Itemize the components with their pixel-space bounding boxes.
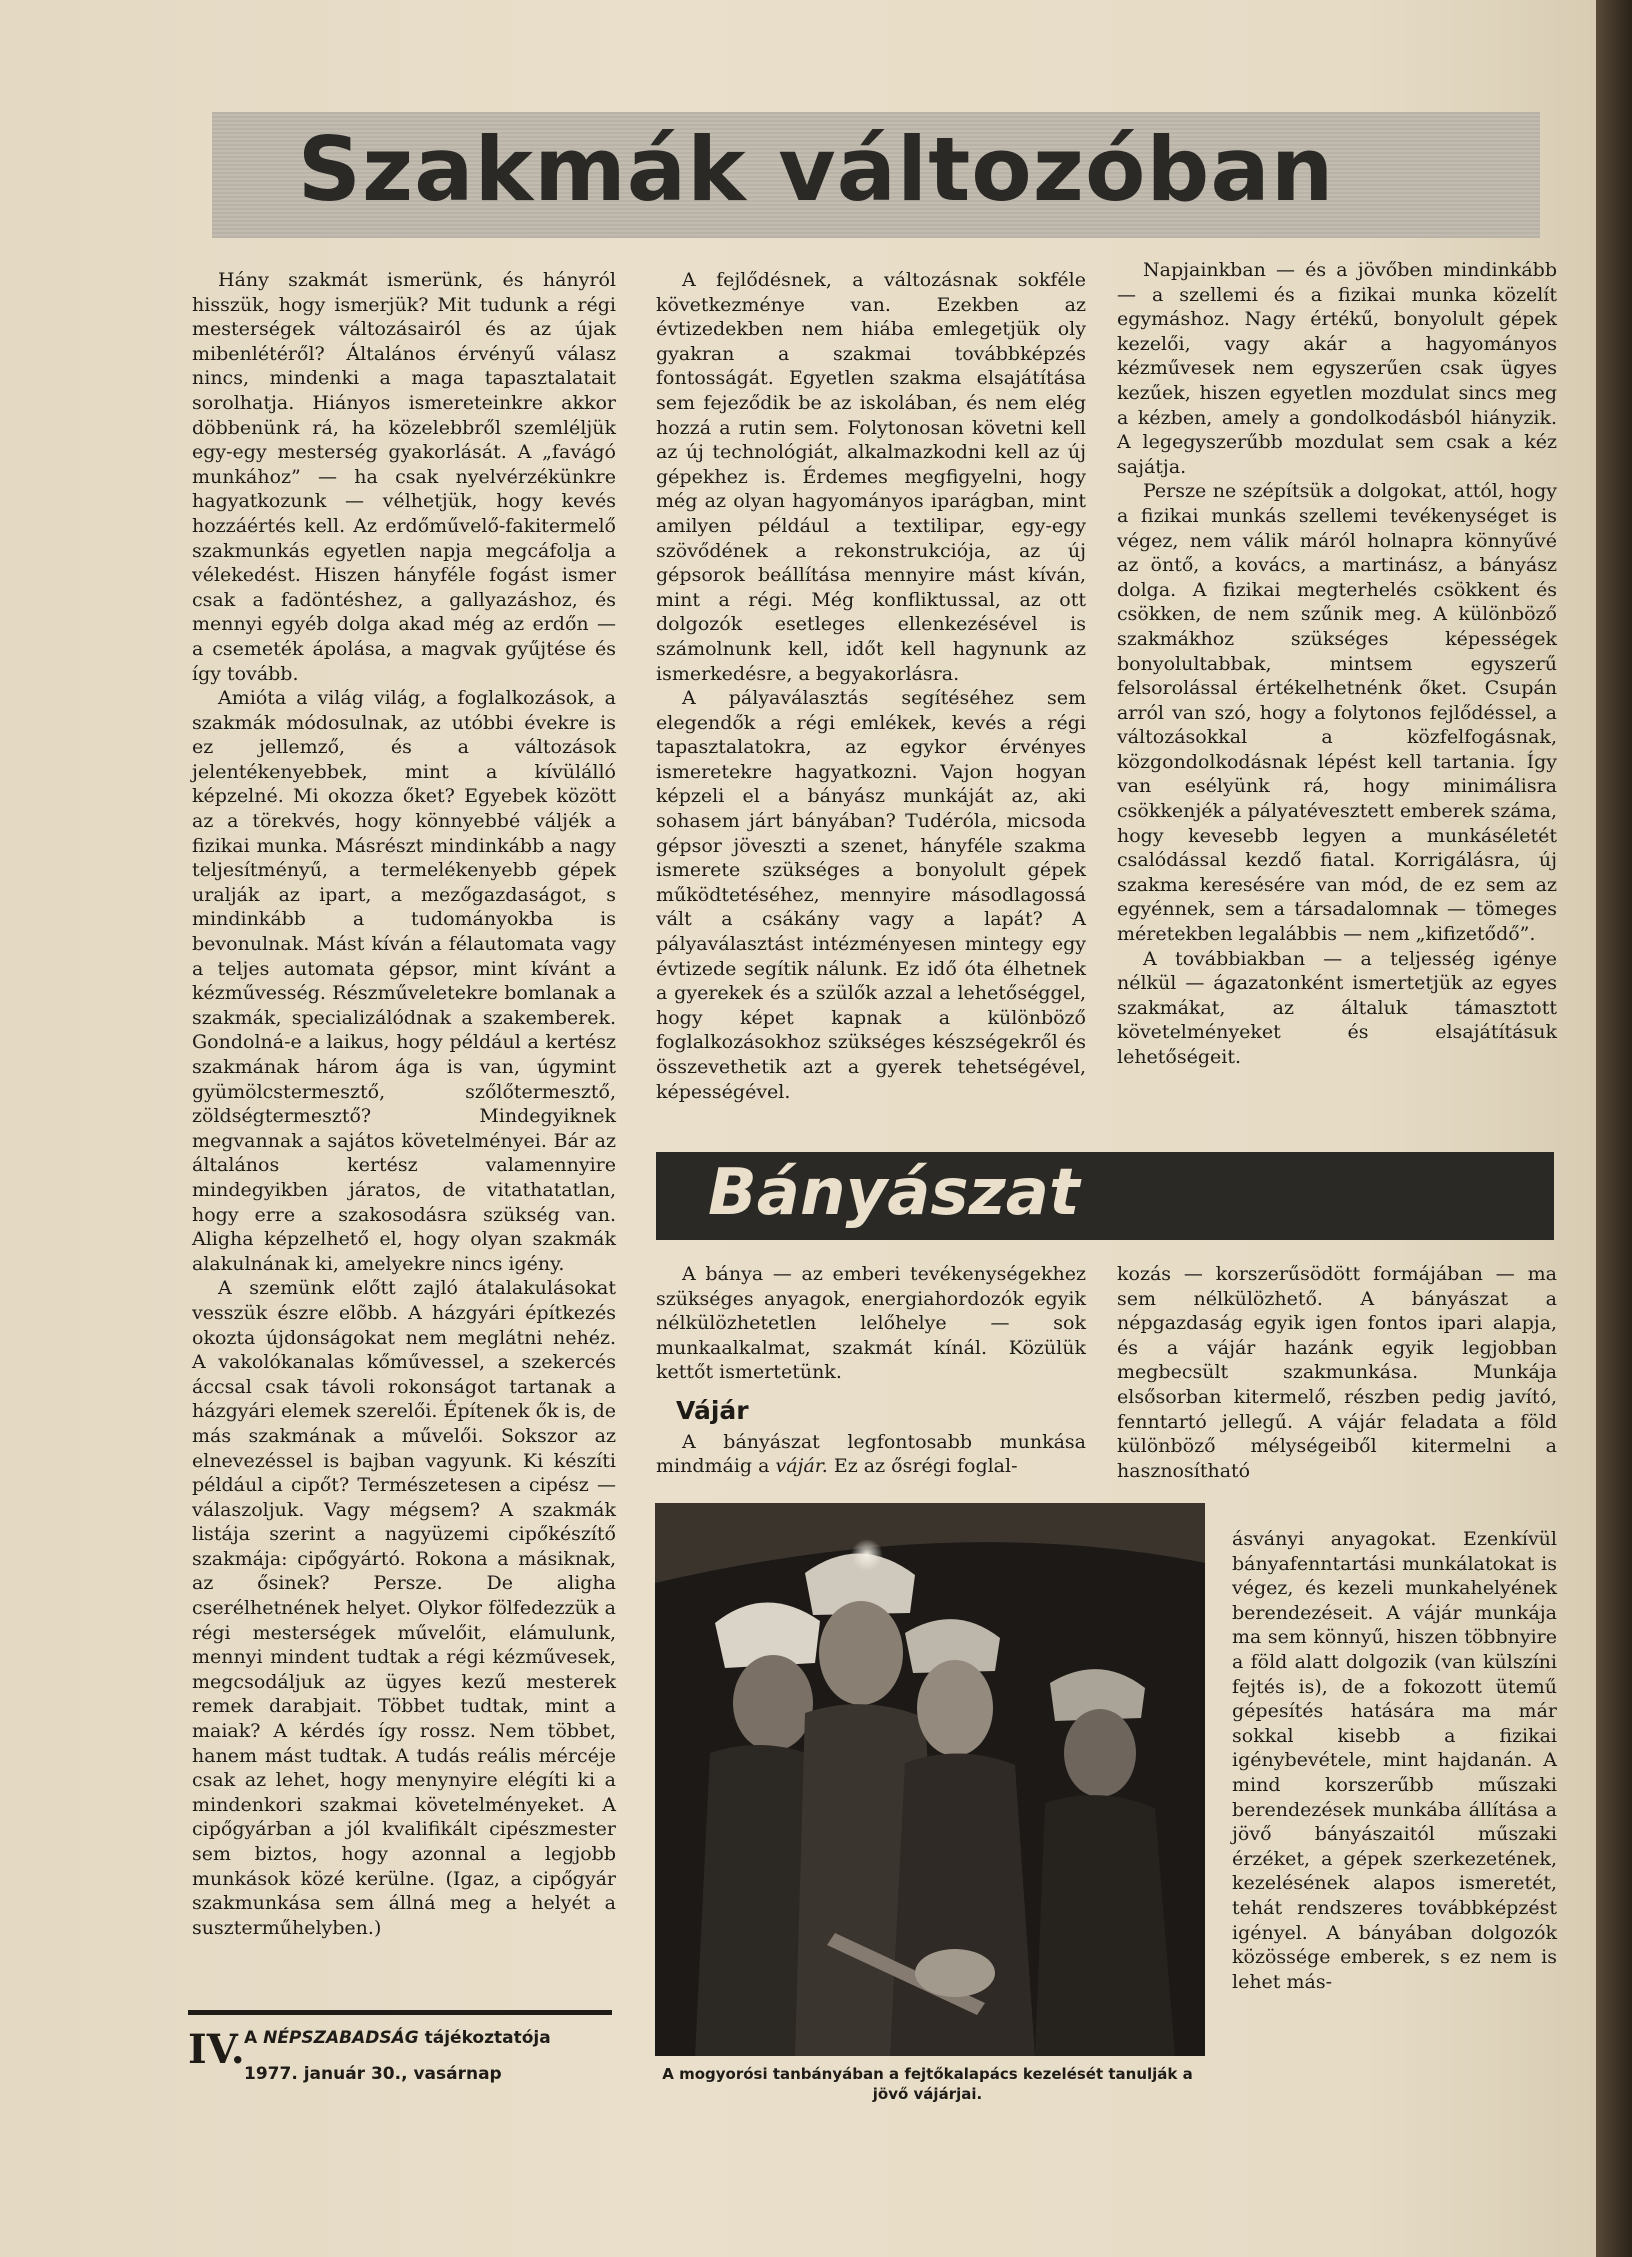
footer-divider <box>188 2010 612 2015</box>
paragraph: kozás — korszerűsödött formájában — ma sem nélkülözhető. A bányászat a népgazdaság egyik igen fontos ipari alapja, és a vájár hazánk egyik legjobban megbecsült szakmunkása. Munkája elsősorban kitermelő, részben pedig javító, fenntartó jellegű. A vájár feladata a föld különböző mélységeiből kitermelni a hasznosítható <box>1117 1263 1557 1482</box>
paragraph: A fejlődésnek, a változásnak sokféle következménye van. Ezekben az évtizedekben nem hiába emlegetjük oly gyakran a szakmai továbbképzés fontosságát. Egyetlen szakma elsajátítása sem fejeződik be az iskolában, és nem elég hozzá a rutin sem. Folytonosan követni kell az új technológiát, alkalmazkodni kell az új gépekhez is. Érdemes megfigyelni, hogy még az olyan hagyományos iparágban, mint amilyen például a textilipar, egy-egy szövődének a rekonstrukciója, az új gépsorok beállítása mennyire mást kíván, mint a régi. Még konfliktussal, az ott dolgozók esetleges ellenkezésével is számolnunk kell, időt kell hagynunk az ismerkedésre, a begyakorlásra. <box>656 269 1086 685</box>
subheading: Vájár <box>676 1395 749 1425</box>
section-banner <box>656 1152 1554 1240</box>
paragraph: A szemünk előtt zajló átalakulásokat vesszük észre elõbb. A házgyári építkezés okozta újdonságokat nem meglátni nehéz. A vakolókanalas kőművessel, a szekercés áccsal csak távoli rokonságot tartanak a házgyári elemek szerelői. Építenek ők is, de más szakmának a művelői. Sokszor az elnevezéssel is bajban vagyunk. Ki készíti például a cipőt? Természetesen a cipész — válaszoljuk. Vagy mégsem? A szakmák listája szerint a nagyüzemi cipőkészítő szakmája: cipőgyártó. Rokona a másiknak, az ősinek? Persze. De aligha cserélhetnének helyet. Olykor fölfedezzük a régi mesterségek művelőit, elámulunk, mennyi mindent tudtak a régi kézművesek, megcsodáljuk az ügyes kezű mesterek remek darabjait. Többet tudtak, mint a maiak? A kérdés így rossz. Nem többet, hanem mást tudtak. A tudás reális mércéje csak az lehet, hogy menynyire elégíti ki a mindenkori szakmai követelményeket. A cipőgyárban a jól kvalifikált cipészmester sem biztos, hogy azonnal a legjobb munkások közé kerülne. (Igaz, a cipőgyár szakmunkása sem állná meg a helyét a suszterműhelyben.) <box>192 1277 616 1939</box>
column-2 <box>656 268 1086 1104</box>
publication-date: 1977. január 30., vasárnap <box>244 2064 502 2084</box>
title-banner <box>212 112 1540 238</box>
section-column-right <box>1117 1262 1557 1483</box>
section-column-left <box>656 1262 1086 1479</box>
section-title: Bányászat <box>708 1156 1080 1230</box>
paragraph: Napjainkban — és a jövőben mindinkább — a szellemi és a fizikai munka közelít egymáshoz. Nagy értékű, bonyolult gépek kezelői, vagy akár a hagyományos kézművesek nem egyszerűen csak ügyes kezűek, hiszen egyetlen mozdulat sincs meg a kézben, amely a gondolkodásból hiányzik. A legegyszerűbb mozdulat sem csak a kéz sajátja. <box>1117 259 1557 478</box>
paragraph: A pályaválasztás segítéséhez sem elegendők a régi emlékek, kevés a régi tapasztalatokra, az egykor érvényes ismeretekre hagyatkozni. Vajon hogyan képzeli el a bányász munkáját az, aki sohasem járt bányában? Tudéróla, micsoda gépsor jöveszti a szenet, hányféle szakma ismerete szükséges a bonyolult gépek működtetéséhez, mennyire másodlagossá vált a csákány vagy a lapát? A pályaválasztást intézményesen mintegy egy évtizede segítik nálunk. Ez idő óta élhetnek a gyerekek és a szülők azzal a lehetőséggel, hogy képet kapnak a különböző foglalkozásokhoz szükséges készségekről és összevethetik azt a gyerek tehetségével, képességével. <box>656 687 1086 1103</box>
lead-emphasis: vájár. <box>775 1455 828 1478</box>
column-3 <box>1117 258 1557 1070</box>
photo-caption: A mogyorósi tanbányában a fejtőkalapács kezelését tanulják a jövő vájárjai. <box>662 2065 1193 2103</box>
lead-tail: Ez az ősrégi foglal- <box>833 1455 1018 1478</box>
publication-suffix: tájékoztatója <box>424 2028 551 2048</box>
binding-edge <box>1596 0 1632 2257</box>
paragraph: ásványi anyagokat. Ezenkívül bányafenntartási munkálatokat is végez, és kezeli munkahelyének berendezéseit. A vájár munkája ma sem könnyű, hiszen többnyire a föld alatt dolgozik (van külszíni fejtés is), de a fokozott ütemű gépesítés hatására ma már sokkal kisebb a fizikai igénybevétele, mint hajdanán. A mind korszerűbb műszaki berendezések munkába állítása a jövő bányászaitól műszaki érzéket, a gépek szerkezetének, kezelésének alapos ismeretét, tehát rendszeres továbbképzést igényel. A bányában dolgozók közössége emberek, s ez nem is lehet más- <box>1232 1528 1557 1993</box>
newspaper-name: NÉPSZABADSÁG <box>263 2028 419 2048</box>
paragraph: A továbbiakban — a teljesség igénye nélkül — ágazatonként ismertetjük az egyes szakmákat, az általuk támasztott követelményeket és elsajátításuk lehetőségeit. <box>1117 947 1557 1068</box>
lead-text: A bányászat legfontosabb munkása mindmáig a <box>656 1430 1086 1478</box>
publication-line <box>244 2028 551 2048</box>
section-intro: A bánya — az emberi tevékenységekhez szükséges anyagok, energiahordozók egyik nélkülözhetetlen lelőhelye — sok munkaalkalmat, szakmát kínál. Közülük kettőt ismertetünk. <box>656 1263 1086 1384</box>
section-column-right-narrow <box>1232 1527 1557 1994</box>
paragraph: Hány szakmát ismerünk, és hányról hisszük, hogy ismerjük? Mit tudunk a régi mesterségek változásairól és az újak mibenlétéről? Általános érvényű válasz nincs, mindenki a maga tapasztalatait sorolhatja. Hiányos ismereteinkre akkor döbbenünk rá, ha közelebbről szemléljük egy-egy mesterség gyakorlását. A „favágó munkához” — ha csak nyelvérzékünkre hagyatkozunk — vélhetjük, hogy kevés hozzáértés kell. Az erdőművelő-fakitermelő szakmunkás egyetlen napja megcáfolja a vélekedést. Hiszen hányféle fogást ismer csak a fadöntéshez, a gallyazáshoz, és mennyi egyéb dolga akad még az erdőn — a csemeték ápolása, a magvak gyűjtése és így tovább. <box>192 269 616 685</box>
paragraph: Persze ne szépítsük a dolgokat, attól, hogy a fizikai munkás szellemi tevékenységet is végez, nem válik máról holnapra könnyűvé az öntő, a kovács, a martinász, a bányász dolga. A fizikai megterhelés csökkent és csökken, de nem szűnik meg. A különböző szakmákhoz szükséges képességek bonyolultabbak, mintsem egyszerű felsorolással értékelhetnénk őket. Csupán arról van szó, hogy a folytonos fejlődéssel, a változásokkal a közfelfogásnak, közgondolkodásnak lépést kell tartania. Így van esélyünk rá, hogy minimálisra csökkenjék a pályatévesztett emberek száma, hogy kevesebb legyen a munkáséletét csalódással kezdő fiatal. Korrigálásra, új szakma keresésére van mód, de ez sem az egyénnek, sem a társadalomnak — tömeges méretekben legalábbis — nem „kifizetődő”. <box>1117 480 1557 946</box>
section-lead <box>656 1430 1086 1479</box>
column-1 <box>192 268 616 1940</box>
paragraph: Amióta a világ világ, a foglalkozások, a szakmák módosulnak, az utóbbi évekre is ez jellemző, és a változások jelentékenyebbek, mint a kívülálló képzelné. Mi okozza őket? Egyebek között az a törekvés, hogy könnyebbé váljék a fizikai munka. Másrészt mindinkább a nagy teljesítményű, a termelékenyebb gépek uralják az ipart, a mezőgazdaságot, s mindinkább a tudományokba is bevonulnak. Mást kíván a félautomata vagy a teljes automata gépsor, mint kívánt a kézművesség. Részműveletekre bomlanak a szakmák, specializálódnak a szakemberek. Gondolná-e a laikus, hogy például a kertész szakmának három ága is van, úgymint gyümölcstermesztő, szőlőtermesztő, zöldségtermesztő? Mindegyiknek megvannak a sajátos követelményei. Bár az általános kertész valamennyire mindegyikben járatos, de vitathatatlan, hogy erre a szakosodásra szükség van. Aligha képzelhető el, hogy olyan szakmák alakulnának ki, amelyekre nincs igény. <box>192 687 616 1275</box>
page-number: IV. <box>188 2026 245 2073</box>
publication-prefix: A <box>244 2028 258 2048</box>
article-title: Szakmák változóban <box>297 118 1335 221</box>
miners-photo <box>655 1503 1205 2056</box>
